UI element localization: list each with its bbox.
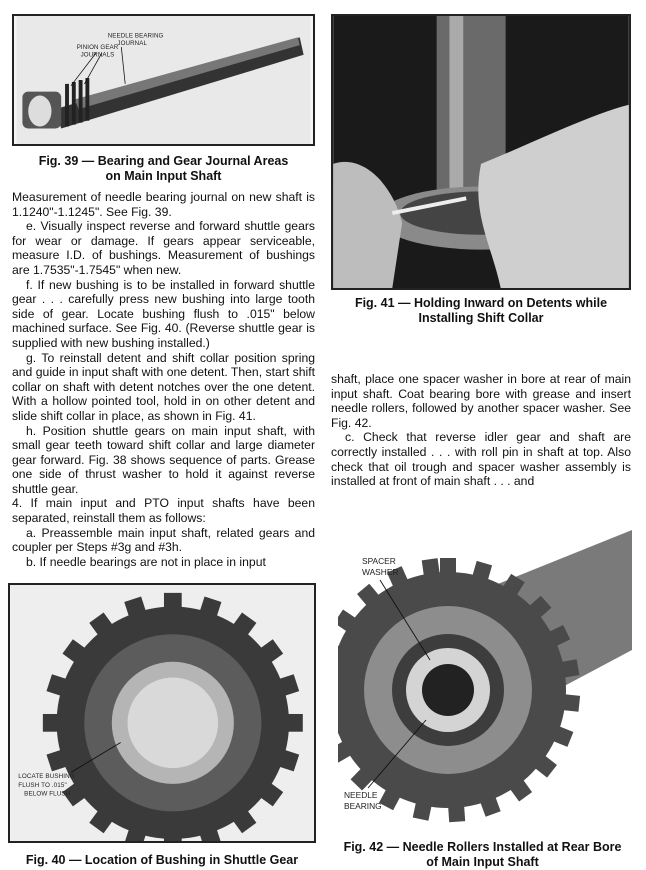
figure-40-photo bbox=[8, 583, 316, 843]
paragraph: shaft, place one spacer washer in bore at rear of main input shaft. Coat bearing bore with grease and insert needle rollers, followed by another spacer washer. See Fig. 42. bbox=[331, 372, 631, 430]
figure-39-caption: Fig. 39 — Bearing and Gear Journal Areas on Main Input Shaft bbox=[38, 154, 289, 183]
fig42-label-spacer-1: SPACER bbox=[362, 556, 396, 566]
fig39-label-pinion-1: PINION GEAR bbox=[76, 43, 119, 51]
paragraph: g. To reinstall detent and shift collar position spring and guide in input shaft with one detent. Then, start shift collar on shaft with detent notches over the one detent. With a hollow pointed tool, hold in on other detent and slide shift collar in place, as shown in Fig. 41. bbox=[12, 350, 315, 423]
right-column-text bbox=[331, 372, 631, 489]
fig39-label-pinion-2: JOURNALS bbox=[80, 51, 115, 59]
figure-41-caption: Fig. 41 — Holding Inward on Detents while Installing Shift Collar bbox=[354, 296, 608, 325]
fig42-label-spacer-2: WASHER bbox=[362, 567, 399, 577]
paragraph: a. Preassemble main input shaft, related gears and coupler per Steps #3g and #3h. bbox=[12, 525, 315, 555]
paragraph: 4. If main input and PTO input shafts have been separated, reinstall them as follows: bbox=[12, 496, 315, 526]
fig40-label-3: BELOW FLUSH bbox=[24, 790, 71, 798]
paragraph: h. Position shuttle gears on main input shaft, with small gear teeth toward shift collar and large diameter gear forward. Fig. 38 shows sequence of parts. Grease one side of thrust washer to hold it against reverse shuttle gear. bbox=[12, 423, 315, 496]
left-column-text bbox=[12, 190, 315, 569]
paragraph: b. If needle bearings are not in place in input bbox=[26, 554, 266, 569]
fig40-label-1: LOCATE BUSHING bbox=[18, 772, 75, 780]
figure-41-photo bbox=[331, 14, 631, 290]
paragraph: c. Check that reverse idler gear and shaft are correctly installed . . . with roll pin in shaft at top. Also check that oil trough and spacer washer assembly is installed at front of main shaft . . . and bbox=[331, 430, 631, 489]
figure-42-photo bbox=[338, 530, 632, 832]
figure-39-photo bbox=[12, 14, 315, 146]
fig39-label-needle-1: NEEDLE BEARING bbox=[107, 32, 164, 40]
paragraph: f. If new bushing is to be installed in forward shuttle gear . . . carefully press new bushing into large tooth side of gear. Locate bushing flush to .015" below machined surface. See Fig. 40. (Reverse shuttle gear is supplied with new bushing installed.) bbox=[12, 277, 315, 350]
fig42-label-needle-2: BEARING bbox=[344, 801, 382, 811]
figure-42-caption: Fig. 42 — Needle Rollers Installed at Rear Bore of Main Input Shaft bbox=[343, 840, 622, 869]
figure-40-caption: Fig. 40 — Location of Bushing in Shuttle Gear bbox=[25, 853, 299, 867]
fig40-label-2: FLUSH TO .015" bbox=[18, 781, 67, 789]
fig42-label-needle-1: NEEDLE bbox=[344, 790, 378, 800]
paragraph: Measurement of needle bearing journal on new shaft is 1.1240"-1.1245". See Fig. 39. bbox=[12, 190, 315, 219]
fig39-label-needle-2: JOURNAL bbox=[117, 40, 148, 48]
paragraph: e. Visually inspect reverse and forward shuttle gears for wear or damage. If gears appear serviceable, measure I.D. of bushings. Measurement of bushings are 1.7535"-1.7545" when new. bbox=[12, 219, 315, 277]
